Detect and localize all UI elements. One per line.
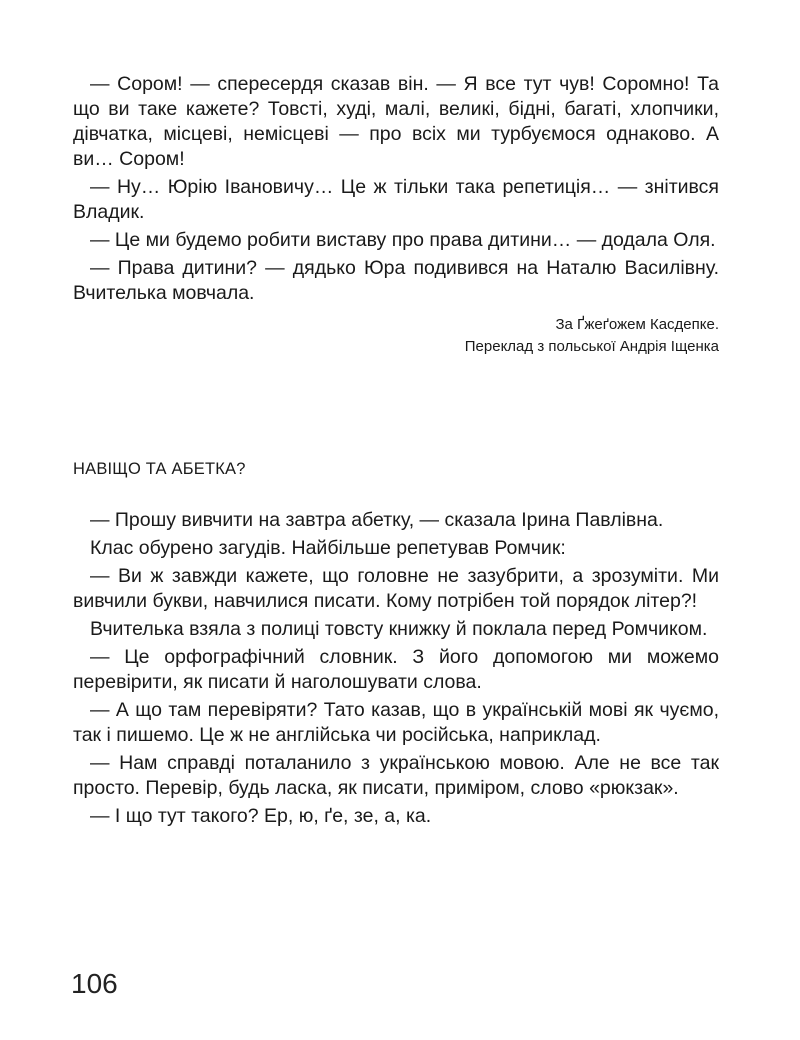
paragraph: Вчителька взяла з полиці товсту книжку й поклала перед Ромчиком. — [90, 618, 708, 640]
paragraph: — Ви ж завжди кажете, що головне не зазубрити, а зрозуміти. Ми вивчили букви, навчилися писати. Кому потрібен той порядок літер?! — [73, 565, 719, 612]
attribution-author: За Ґжеґожем Касдепке. — [555, 316, 719, 333]
paragraph: — Прошу вивчити на завтра абетку, — сказала Ірина Павлівна. — [90, 509, 664, 531]
paragraph: — Це ми будемо робити виставу про права дитини… — додала Оля. — [90, 229, 716, 251]
story-part-1 — [73, 72, 719, 358]
paragraph: — Сором! — спересердя сказав він. — Я все тут чув! Соромно! Та що ви таке кажете? Товсті, худі, малі, великі, бідні, багаті, хлопчики, дівчатка, місцеві, немісцеві — про всіх ми турбуємося однаково. А ви… Сором! — [73, 73, 719, 170]
paragraph: — І що тут такого? Ер, ю, ґе, зе, а, ка. — [90, 805, 432, 827]
paragraph: — Нам справді поталанило з українською мовою. Але не все так просто. Перевір, будь ласка, як писати, приміром, слово «рюкзак». — [73, 752, 719, 799]
paragraph: — Ну… Юрію Івановичу… Це ж тільки така репетиція… — знітився Владик. — [73, 176, 719, 223]
section-title: НАВІЩО ТА АБЕТКА? — [73, 460, 246, 478]
paragraph: — А що там перевіряти? Тато казав, що в українській мові як чуємо, так і пишемо. Це ж не англійська чи російська, наприклад. — [73, 699, 719, 746]
attribution-translator: Переклад з польської Андрія Іщенка — [464, 338, 719, 355]
page-number: 106 — [71, 968, 118, 999]
paragraph: — Це орфографічний словник. З його допомогою ми можемо перевірити, як писати й наголошувати слова. — [73, 646, 719, 693]
paragraph: — Права дитини? — дядько Юра подивився на Наталю Василівну. Вчителька мовчала. — [73, 257, 719, 304]
paragraph: Клас обурено загудів. Найбільше репетував Ромчик: — [90, 537, 566, 559]
attribution — [73, 314, 719, 358]
story-part-2 — [73, 508, 719, 832]
